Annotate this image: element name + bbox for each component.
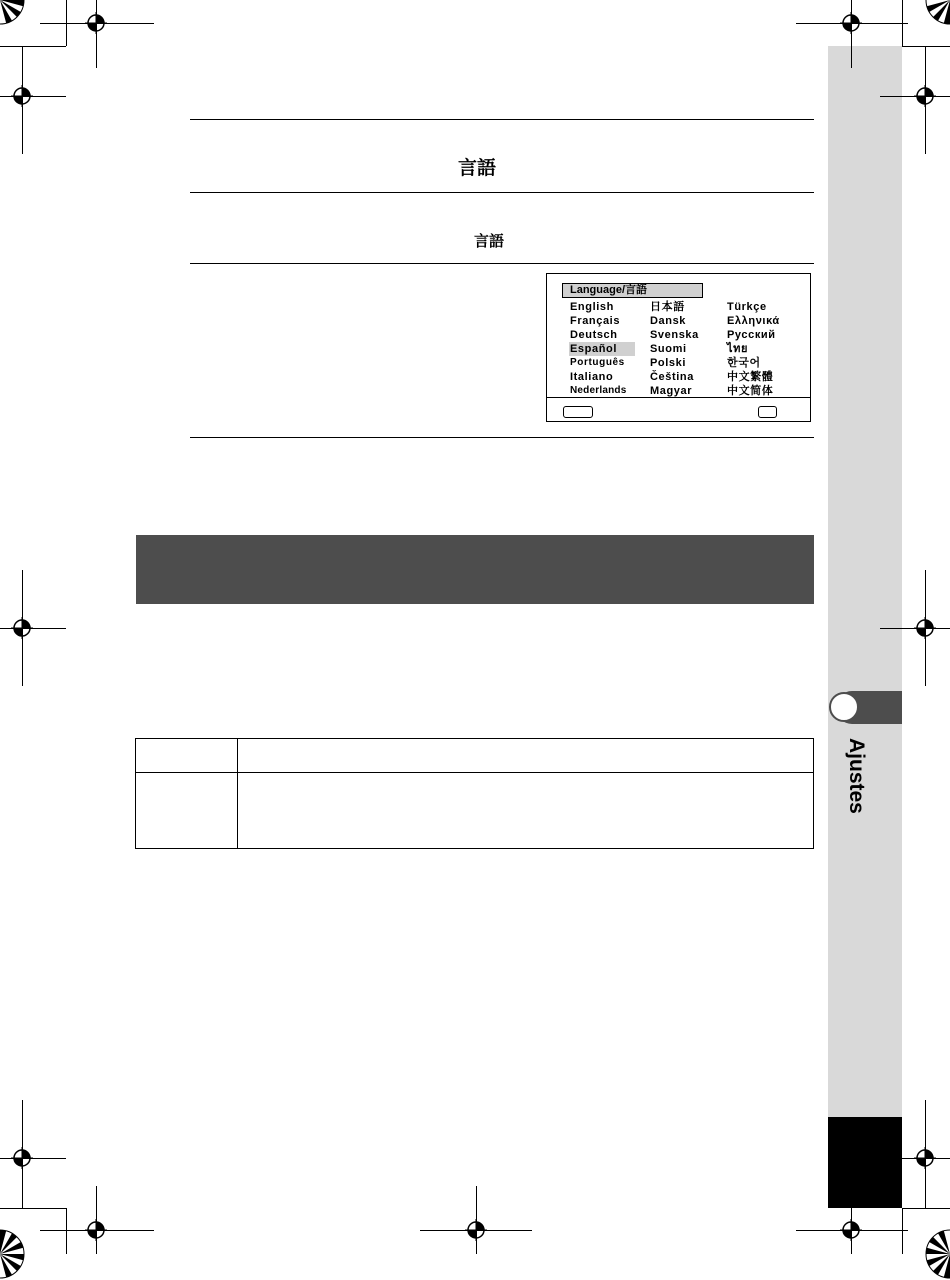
language-option-polski[interactable]: Polski [650,357,687,369]
language-option-korean[interactable]: 한국어 [727,357,761,369]
language-option-portugues[interactable]: Português [570,357,625,368]
color-bar-burst-icon [0,1228,26,1280]
color-bar-burst-icon [0,0,26,26]
menu-button-indicator[interactable] [563,406,593,418]
registration-mark-icon [11,617,33,639]
language-option-greek[interactable]: Ελληνικά [727,315,780,327]
language-option-turkce[interactable]: Türkçe [727,301,767,313]
language-option-chinese-traditional[interactable]: 中文繁體 [727,371,774,383]
language-column-2 [649,300,699,398]
language-option-nederlands[interactable]: Nederlands [570,385,627,396]
color-bar-burst-icon [924,1228,950,1280]
registration-mark-icon [11,85,33,107]
section-banner [136,535,814,604]
language-option-suomi[interactable]: Suomi [650,343,687,355]
registration-mark-icon [85,1219,107,1241]
language-option-japanese[interactable]: 日本語 [650,301,685,313]
registration-mark-icon [840,1219,862,1241]
language-screen-title: Language/言語 [562,283,703,298]
top-rule [190,119,814,120]
registration-mark-icon [465,1219,487,1241]
heading-rule [190,192,814,193]
registration-mark-icon [914,85,936,107]
subheading-rule [190,263,814,264]
table-column-divider [237,739,238,848]
language-option-italiano[interactable]: Italiano [570,371,614,383]
language-screen [546,273,811,422]
language-option-cestina[interactable]: Čeština [650,371,694,383]
color-bar-burst-icon [924,0,950,26]
language-screen-footer-divider [547,397,810,398]
language-option-magyar[interactable]: Magyar [650,385,693,397]
language-column-1 [569,300,635,398]
language-option-espanol[interactable]: Español [569,342,635,356]
registration-mark-icon [85,12,107,34]
section-heading: 言語 [458,157,497,179]
side-tab-label: Ajustes [845,738,868,814]
info-table [135,738,814,849]
registration-mark-icon [914,617,936,639]
bottom-rule [190,437,814,438]
language-option-svenska[interactable]: Svenska [650,329,699,341]
language-option-chinese-simplified[interactable]: 中文简体 [727,385,774,397]
language-column-3 [726,300,780,398]
chapter-number-circle [829,692,859,722]
language-option-english[interactable]: English [570,301,614,313]
section-subheading: 言語 [474,232,505,250]
side-tab [828,46,902,1208]
registration-mark-icon [914,1147,936,1169]
language-option-deutsch[interactable]: Deutsch [570,329,618,341]
language-option-thai[interactable]: ไทย [727,343,749,355]
page-number-box [828,1117,902,1208]
ok-button-indicator[interactable] [758,406,777,418]
registration-mark-icon [11,1147,33,1169]
language-option-russian[interactable]: Русский [727,329,776,341]
language-option-francais[interactable]: Français [570,315,621,327]
registration-mark-icon [840,12,862,34]
language-option-dansk[interactable]: Dansk [650,315,687,327]
